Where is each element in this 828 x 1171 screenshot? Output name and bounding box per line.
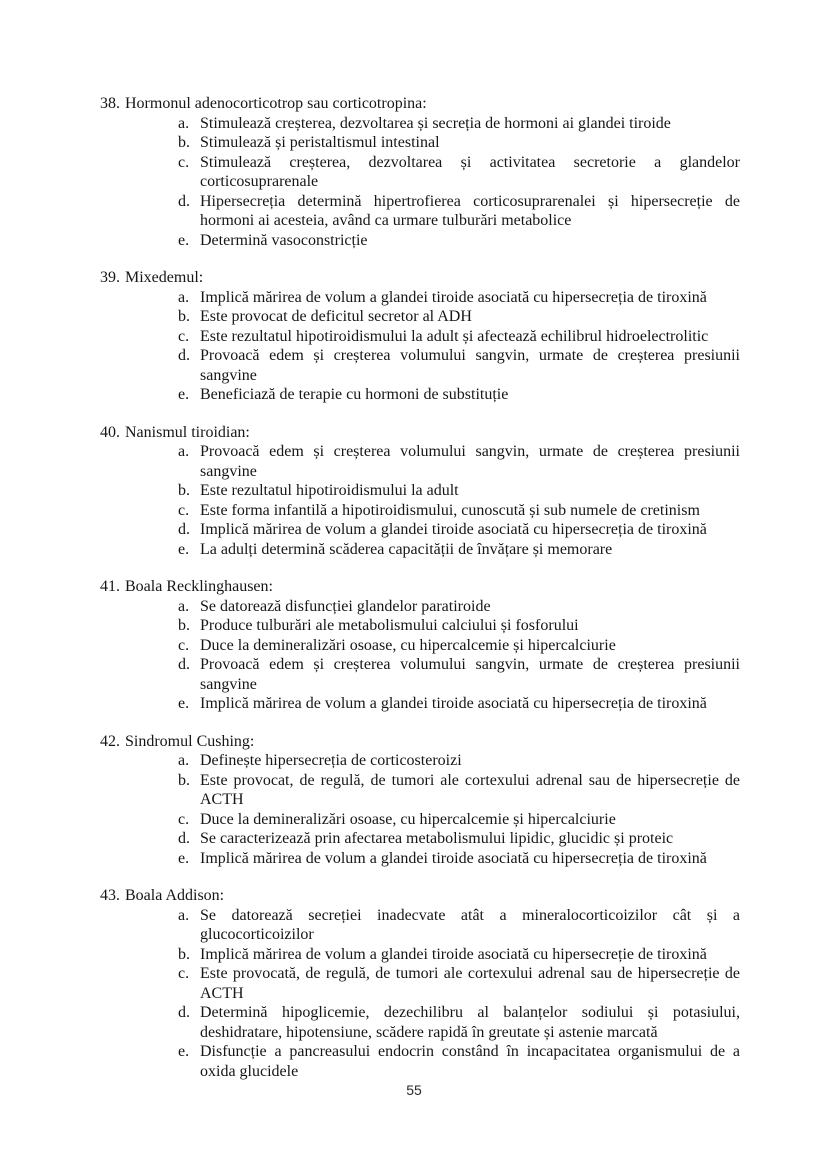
option-text: Se datorează secreției inadecvate atât a mineralocorticoizilor cât și a glucocorticoizilor <box>200 906 740 943</box>
option-text: Hipersecreția determină hipertrofierea corticosuprarenalei și hipersecreție de hormoni ai acesteia, având ca urmare tulburări metabolice <box>200 192 740 229</box>
option-40c <box>178 501 740 521</box>
option-text: Se datorează disfuncției glandelor paratiroide <box>200 597 491 615</box>
question-header <box>100 268 740 288</box>
option-letter: b. <box>178 308 190 325</box>
question-42 <box>100 732 740 869</box>
question-title: Hormonul adenocorticotrop sau corticotropina: <box>125 95 427 112</box>
option-letter: b. <box>178 945 190 963</box>
option-40b <box>178 481 740 501</box>
option-38b <box>178 133 740 153</box>
question-title: Boala Addison: <box>125 887 225 904</box>
option-42b <box>178 771 740 810</box>
option-text: Determină hipoglicemie, dezechilibru al balanțelor sodiului și potasiului, deshidratare, hipotensiune, scădere rapidă în greutate și astenie marcată <box>200 1004 740 1041</box>
question-number: 42. <box>100 732 120 750</box>
option-letter: b. <box>178 617 190 634</box>
option-38c <box>178 153 740 192</box>
option-text: Provoacă edem și creșterea volumului sangvin, urmate de creșterea presiunii sangvine <box>200 443 740 480</box>
options-list <box>178 442 740 559</box>
option-text: Disfuncție a pancreasului endocrin constând în incapacitatea organismului de a oxida glucidele <box>200 1043 740 1080</box>
option-text: Implică mărirea de volum a glandei tiroide asociată cu hipersecreția de tiroxină <box>200 849 707 867</box>
exam-questions <box>100 94 740 1099</box>
option-letter: b. <box>178 134 190 151</box>
option-text: Este provocată, de regulă, de tumori ale cortexului adrenal sau de hipersecreție de ACTH <box>200 965 740 1002</box>
option-letter: d. <box>178 830 190 847</box>
option-text: Este rezultatul hipotiroidismului la adult și afectează echilibrul hidroelectrolitic <box>200 327 709 345</box>
question-number: 41. <box>100 578 120 595</box>
question-number: 40. <box>100 423 120 441</box>
option-text: Produce tulburări ale metabolismului calciului și fosforului <box>200 617 579 634</box>
option-43e <box>178 1042 740 1081</box>
option-letter: c. <box>178 636 190 654</box>
option-38d <box>178 192 740 231</box>
option-42e <box>178 849 740 869</box>
option-43c <box>178 964 740 1003</box>
option-39a <box>178 288 740 308</box>
option-text: Este provocat, de regulă, de tumori ale cortexului adrenal sau de hipersecreție de ACTH <box>200 771 740 808</box>
option-text: Implică mărirea de volum a glandei tiroide asociată cu hipersecreția de tiroxină <box>200 288 707 306</box>
option-letter: c. <box>178 327 190 345</box>
option-letter: b. <box>178 482 190 499</box>
question-43 <box>100 886 740 1081</box>
option-letter: c. <box>178 965 190 982</box>
option-text: Implică mărirea de volum a glandei tiroide asociată cu hipersecreția de tiroxină <box>200 521 707 538</box>
option-text: Stimulează și peristaltismul intestinal <box>200 134 440 151</box>
option-text: Este rezultatul hipotiroidismului la adult <box>200 482 459 499</box>
option-letter: e. <box>178 540 190 558</box>
question-title: Boala Recklinghausen: <box>125 578 273 595</box>
option-letter: e. <box>178 231 190 249</box>
option-39b <box>178 307 740 327</box>
options-list <box>178 114 740 251</box>
option-text: Provoacă edem și creșterea volumului sangvin, urmate de creșterea presiunii sangvine <box>200 347 740 384</box>
option-text: Duce la demineralizări osoase, cu hipercalcemie și hipercalciurie <box>200 810 616 828</box>
options-list <box>178 288 740 405</box>
option-letter: e. <box>178 386 190 403</box>
options-list <box>178 906 740 1082</box>
option-letter: c. <box>178 501 190 519</box>
option-41e <box>178 694 740 714</box>
option-text: Este provocat de deficitul secretor al ADH <box>200 308 472 325</box>
question-41 <box>100 577 740 714</box>
option-letter: e. <box>178 1043 190 1060</box>
question-header <box>100 886 740 906</box>
option-letter: a. <box>178 443 190 460</box>
option-text: Determină vasoconstricție <box>200 231 368 249</box>
question-header <box>100 732 740 752</box>
option-text: Stimulează creșterea, dezvoltarea și activitatea secretorie a glandelor corticosuprarenale <box>200 153 740 190</box>
option-letter: e. <box>178 695 190 712</box>
question-number: 39. <box>100 269 120 286</box>
option-39d <box>178 346 740 385</box>
option-letter: a. <box>178 114 190 132</box>
option-43d <box>178 1003 740 1042</box>
option-38e <box>178 231 740 251</box>
options-list <box>178 597 740 714</box>
option-text: Beneficiază de terapie cu hormoni de substituție <box>200 386 509 403</box>
option-text: Implică mărirea de volum a glandei tiroide asociată cu hipersecreția de tiroxină <box>200 695 707 712</box>
option-text: Este forma infantilă a hipotiroidismului, cunoscută și sub numele de cretinism <box>200 501 700 519</box>
option-43a <box>178 906 740 945</box>
option-letter: d. <box>178 521 190 538</box>
option-39c <box>178 327 740 347</box>
option-letter: c. <box>178 153 190 171</box>
question-38 <box>100 94 740 250</box>
question-number: 43. <box>100 887 120 904</box>
question-title: Nanismul tiroidian: <box>125 423 250 441</box>
option-letter: e. <box>178 849 190 867</box>
option-41b <box>178 616 740 636</box>
question-header <box>100 423 740 443</box>
option-text: Provoacă edem și creșterea volumului sangvin, urmate de creșterea presiunii sangvine <box>200 656 740 693</box>
question-title: Mixedemul: <box>125 269 204 286</box>
question-39 <box>100 268 740 405</box>
option-41d <box>178 655 740 694</box>
option-40d <box>178 520 740 540</box>
page-number: 55 <box>406 1082 422 1098</box>
option-text: Duce la demineralizări osoase, cu hipercalcemie și hipercalciurie <box>200 636 616 654</box>
option-text: Definește hipersecreția de corticosteroizi <box>200 752 462 769</box>
option-40a <box>178 442 740 481</box>
option-text: Stimulează creșterea, dezvoltarea și secreția de hormoni ai glandei tiroide <box>200 114 671 132</box>
options-list <box>178 751 740 868</box>
option-text: Se caracterizează prin afectarea metabolismului lipidic, glucidic și proteic <box>200 830 674 847</box>
option-letter: d. <box>178 192 190 210</box>
option-letter: d. <box>178 656 190 673</box>
option-41c <box>178 636 740 656</box>
option-42c <box>178 810 740 830</box>
question-40 <box>100 423 740 560</box>
option-text: Implică mărirea de volum a glandei tiroide asociată cu hipersecreție de tiroxină <box>200 945 707 963</box>
option-letter: a. <box>178 752 190 769</box>
option-letter: d. <box>178 1004 190 1021</box>
option-letter: c. <box>178 810 190 828</box>
option-text: La adulți determină scăderea capacității de învățare și memorare <box>200 540 613 558</box>
option-42a <box>178 751 740 771</box>
question-header <box>100 94 740 114</box>
option-letter: a. <box>178 288 190 306</box>
option-41a <box>178 597 740 617</box>
question-number: 38. <box>100 95 120 112</box>
option-42d <box>178 829 740 849</box>
question-title: Sindromul Cushing: <box>125 732 255 750</box>
option-letter: d. <box>178 347 190 364</box>
option-letter: a. <box>178 906 190 924</box>
option-38a <box>178 114 740 134</box>
option-43b <box>178 945 740 965</box>
option-letter: a. <box>178 597 190 615</box>
option-letter: b. <box>178 771 190 789</box>
option-39e <box>178 385 740 405</box>
question-header <box>100 577 740 597</box>
option-40e <box>178 540 740 560</box>
